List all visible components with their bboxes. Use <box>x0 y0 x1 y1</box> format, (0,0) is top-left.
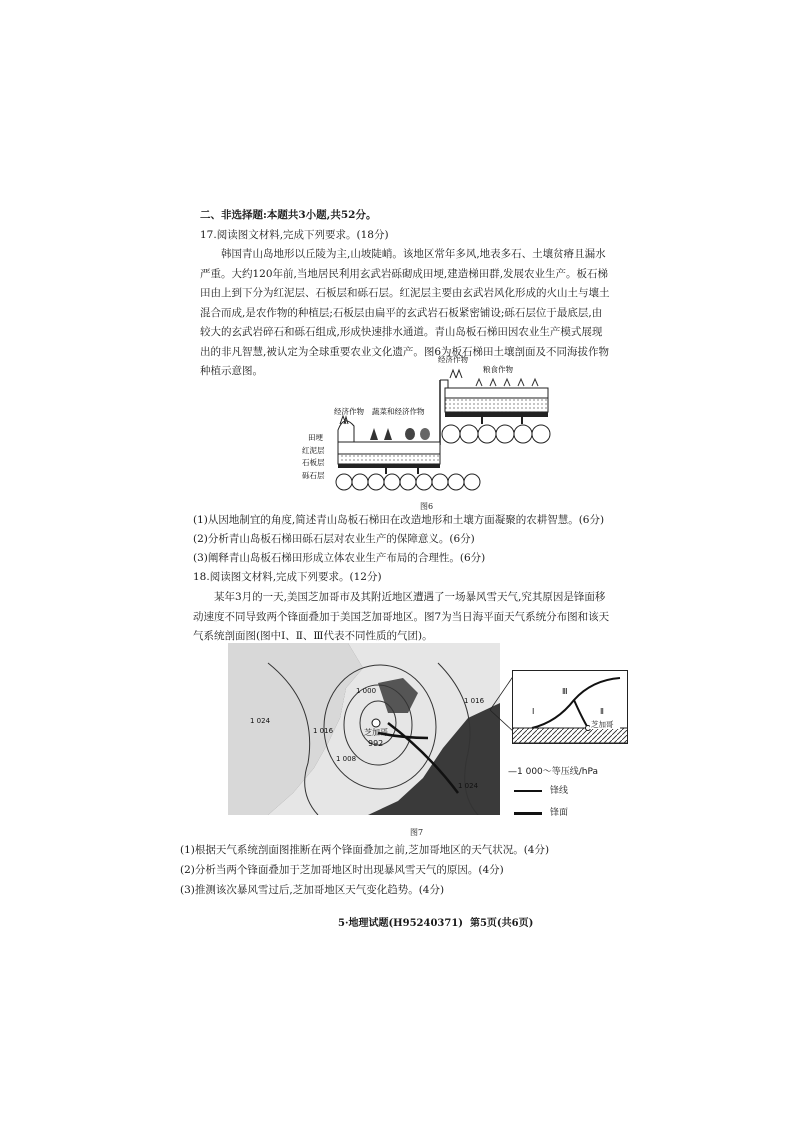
upper-terrace <box>440 380 548 424</box>
question-17-part-1: (1)从因地制宜的角度,简述青山岛板石梯田在改造地形和土壤方面凝聚的农耕智慧。(6分) <box>193 514 605 526</box>
terrace-soil-profile-diagram <box>300 350 570 505</box>
weather-cross-section <box>512 670 628 744</box>
legend-front-surface-swatch <box>514 812 542 815</box>
section-city-label: 芝加哥 <box>591 720 614 729</box>
section-heading: 二、非选择题:本题共3小题,共52分。 <box>200 209 377 221</box>
figure-6-caption: 图6 <box>420 502 434 511</box>
question-18-part-2: (2)分析当两个锋面叠加于芝加哥地区时出现暴风雪天气的原因。(4分) <box>180 864 504 876</box>
question-18-part-3: (3)推测该次暴风雪过后,芝加哥地区天气变化趋势。(4分) <box>180 884 445 896</box>
isobar-label-6: 1 024 <box>458 782 479 790</box>
upper-gravel-layer <box>442 425 550 443</box>
question-17-part-3: (3)阐释青山岛板石梯田形成立体农业生产布局的合理性。(6分) <box>193 552 486 564</box>
page-footer: 5·地理试题(H95240371) 第5页(共6页) <box>338 918 534 929</box>
figure-7-caption: 图7 <box>410 828 424 837</box>
legend-isobar: —1 000～等压线/hPa <box>508 767 599 777</box>
question-17-paragraph: 韩国青山岛地形以丘陵为主,山坡陡峭。该地区常年多风,地表多石、土壤贫瘠且漏水严重。大约120年前,当地居民利用玄武岩砾砌成田埂,建造梯田群,发展农业生产。板石梯田由上到下分为红泥层、石板层和砾石层。红泥层主要由玄武岩风化形成的火山土与壤土混合而成,是农作物的种植层;石板层由扁平的玄武岩石板紧密铺设;砾石层位于最底层,由较大的玄武岩碎石和砾石组成,形成快速排水通道。青山岛板石梯田因农业生产模式展现出的非凡智慧,被认定为全球重要农业文化遗产。图6为板石梯田土壤剖面及不同海拔作物种植示意图。 <box>200 248 610 377</box>
label-economic-crops-top: 经济作物 <box>438 355 468 364</box>
center-pressure-label: 992 <box>368 739 384 748</box>
isobar-label-5: 1 016 <box>464 697 485 705</box>
question-18-part-1: (1)根据天气系统剖面图推断在两个锋面叠加之前,芝加哥地区的天气状况。(4分) <box>180 844 550 856</box>
label-red-mud-layer: 红泥层 <box>302 446 325 455</box>
isobar-label-3: 1 008 <box>336 755 357 763</box>
question-18-material <box>193 588 613 647</box>
label-ridge: 田埂 <box>308 433 323 442</box>
label-vegetables-economic: 蔬菜和经济作物 <box>372 407 425 416</box>
map-city-label: 芝加哥 <box>364 728 388 737</box>
question-18-paragraph: 某年3月的一天,美国芝加哥市及其附近地区遭遇了一场暴风雪天气,究其原因是锋面移动速度不同导致两个锋面叠加于美国芝加哥地区。图7为当日海平面天气系统分布图和该天气系统剖面图(图中Ⅰ、Ⅱ、Ⅲ代表不同性质的气团)。 <box>193 591 610 642</box>
chicago-marker <box>372 719 380 727</box>
isobar-label-2: 1 016 <box>313 727 334 735</box>
label-gravel-layer: 砾石层 <box>302 471 325 480</box>
question-17-prompt: 17.阅读图文材料,完成下列要求。(18分) <box>200 229 389 241</box>
label-economic-crops-left: 经济作物 <box>334 407 364 416</box>
lower-gravel-layer <box>336 474 480 490</box>
isobar-label-4: 1 000 <box>356 687 377 695</box>
question-18-prompt: 18.阅读图文材料,完成下列要求。(12分) <box>193 571 382 583</box>
isobar-label-1: 1 024 <box>250 717 271 725</box>
question-17-part-2: (2)分析青山岛板石梯田砾石层对农业生产的保障意义。(6分) <box>193 533 475 545</box>
air-mass-1: Ⅰ <box>532 707 535 716</box>
label-slab-layer: 石板层 <box>302 458 325 467</box>
weather-map <box>228 643 500 815</box>
air-mass-3: Ⅲ <box>562 687 568 696</box>
legend-front-line: 锋线 <box>550 786 569 796</box>
label-grain-crops: 粮食作物 <box>483 365 513 374</box>
air-mass-2: Ⅱ <box>600 707 604 716</box>
legend-front-line-swatch <box>514 790 542 792</box>
legend-front-surface: 锋面 <box>550 808 569 818</box>
